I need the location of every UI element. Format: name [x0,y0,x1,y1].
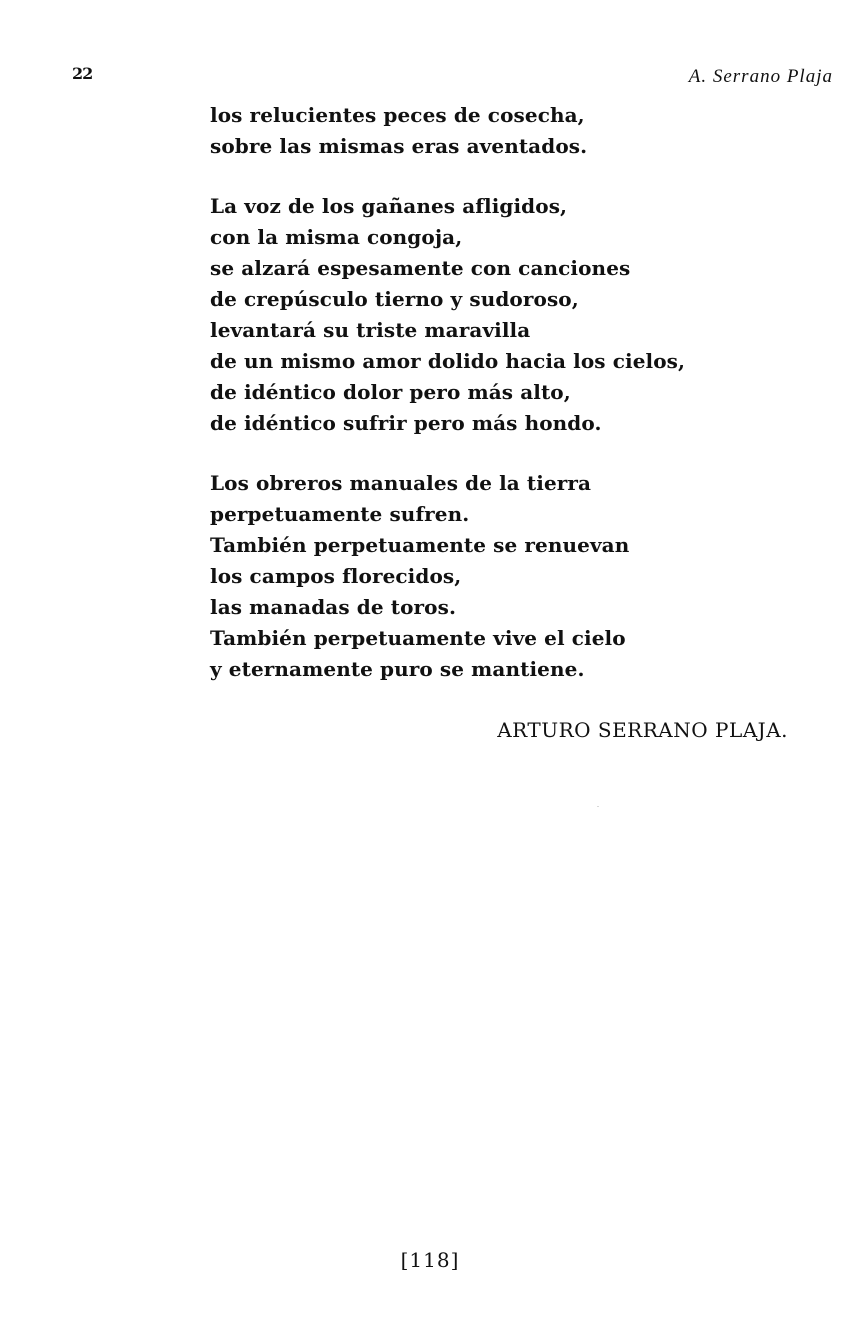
poem-line: También perpetuamente vive el cielo [210,626,626,650]
page-number: 22 [72,64,93,83]
poem-body [210,100,770,714]
poem-line: levantará su triste maravilla [210,318,531,342]
author-signature: ARTURO SERRANO PLAJA. [497,718,788,742]
poem-line: Los obreros manuales de la tierra [210,471,592,495]
poem-line: de crepúsculo tierno y sudoroso, [210,287,579,311]
stanza [210,468,770,685]
stanza [210,100,770,162]
poem-line: se alzará espesamente con canciones [210,256,631,280]
poem-line: de idéntico dolor pero más alto, [210,380,571,404]
poem-line: y eternamente puro se mantiene. [210,657,585,681]
folio-number: [118] [400,1248,460,1272]
poem-line: de idéntico sufrir pero más hondo. [210,411,602,435]
poem-line: También perpetuamente se renuevan [210,533,630,557]
stanza [210,191,770,439]
poem-line: sobre las mismas eras aventados. [210,134,588,158]
poem-line: los campos florecidos, [210,564,462,588]
poem-line: La voz de los gañanes afligidos, [210,194,568,218]
poem-line: con la misma congoja, [210,225,463,249]
poem-line: los relucientes peces de cosecha, [210,103,585,127]
paper-speck [597,806,599,807]
poem-line: las manadas de toros. [210,595,457,619]
running-head: A. Serrano Plaja [688,66,833,87]
poem-line: perpetuamente sufren. [210,502,470,526]
poem-line: de un mismo amor dolido hacia los cielos, [210,349,686,373]
